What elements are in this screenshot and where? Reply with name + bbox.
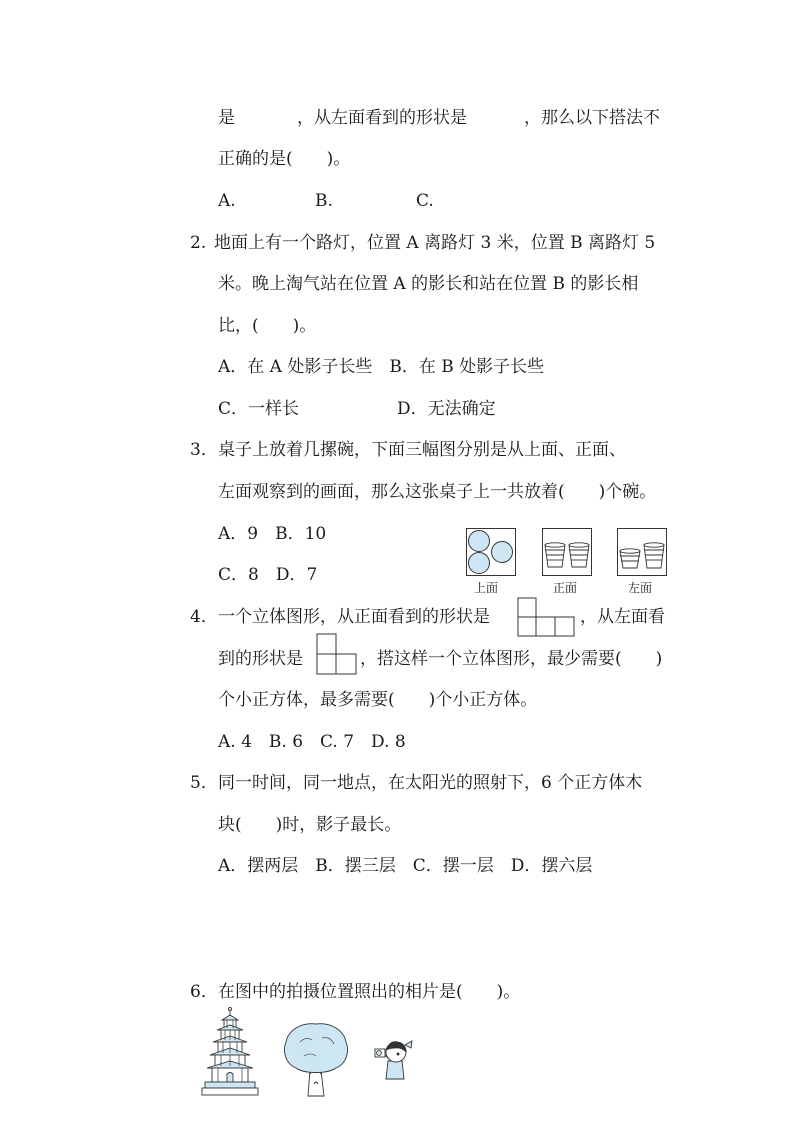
q1-line1-b: ，从左面看到的形状是 bbox=[297, 108, 467, 128]
front-view-squares-figure bbox=[517, 597, 575, 637]
q5-line2: 块( )时，影子最长。 bbox=[218, 815, 402, 835]
q1-line1-c: ，那么以下搭法不 bbox=[524, 108, 660, 128]
q3-options-ab[interactable]: A．9 B．10 bbox=[218, 524, 327, 544]
q2-line2: 米。晚上淘气站在位置 A 的影长和站在位置 B 的影长相 bbox=[218, 274, 639, 294]
q4-number: 4． bbox=[190, 607, 218, 627]
q4-line3: 个小正方体，最多需要( )个小正方体。 bbox=[218, 690, 538, 710]
q1-option-a[interactable]: A. bbox=[218, 191, 236, 211]
q3-options-cd[interactable]: C．8 D．7 bbox=[218, 565, 318, 585]
q1-line1-a: 是 bbox=[218, 108, 235, 128]
q4-line2-b: ，搭这样一个立体图形，最少需要( ) bbox=[360, 649, 663, 669]
q3-line1: 桌子上放着几摞碗，下面三幅图分别是从上面、正面、 bbox=[218, 440, 626, 460]
q4-line2-a: 到的形状是 bbox=[218, 649, 303, 669]
q1-option-c[interactable]: C. bbox=[416, 191, 434, 211]
q1-option-b[interactable]: B. bbox=[315, 191, 333, 211]
q5-number: 5． bbox=[190, 773, 218, 793]
pagoda-illustration bbox=[200, 1006, 260, 1098]
tree-illustration bbox=[280, 1022, 352, 1098]
q2-line1: 地面上有一个路灯，位置 A 离路灯 3 米，位置 B 离路灯 5 bbox=[214, 233, 656, 253]
q5-options[interactable]: A．摆两层 B．摆三层 C．摆一层 D．摆六层 bbox=[218, 856, 593, 876]
caption-front-view: 正面 bbox=[553, 581, 578, 595]
bowls-front-view-figure bbox=[542, 528, 592, 576]
caption-left-view: 左面 bbox=[628, 581, 653, 595]
child-with-camera-illustration bbox=[372, 1037, 414, 1081]
q2-options-ab[interactable]: A．在 A 处影子长些 B．在 B 处影子长些 bbox=[218, 357, 545, 377]
bowls-left-view-figure bbox=[617, 528, 667, 576]
q6-number: 6． bbox=[190, 982, 218, 1002]
q3-line2: 左面观察到的画面，那么这张桌子上一共放着( )个碗。 bbox=[218, 482, 657, 502]
q4-line1-b: ，从左面看 bbox=[580, 607, 665, 627]
q2-option-d[interactable]: D．无法确定 bbox=[397, 399, 496, 419]
bowls-top-view-figure bbox=[466, 528, 516, 576]
q2-option-c[interactable]: C．一样长 bbox=[218, 399, 300, 419]
q6-line1: 在图中的拍摄位置照出的相片是( )。 bbox=[218, 982, 521, 1002]
q2-number: 2. bbox=[190, 233, 207, 253]
q5-line1: 同一时间，同一地点，在太阳光的照射下，6 个正方体木 bbox=[218, 773, 643, 793]
caption-top-view: 上面 bbox=[474, 581, 499, 595]
left-view-squares-figure bbox=[316, 633, 358, 675]
q1-line2: 正确的是( )。 bbox=[218, 149, 351, 169]
q3-number: 3． bbox=[190, 440, 218, 460]
q4-options[interactable]: A. 4 B. 6 C. 7 D. 8 bbox=[218, 732, 406, 752]
q2-line3: 比，( )。 bbox=[218, 316, 317, 336]
q4-line1-a: 一个立体图形，从正面看到的形状是 bbox=[218, 607, 490, 627]
